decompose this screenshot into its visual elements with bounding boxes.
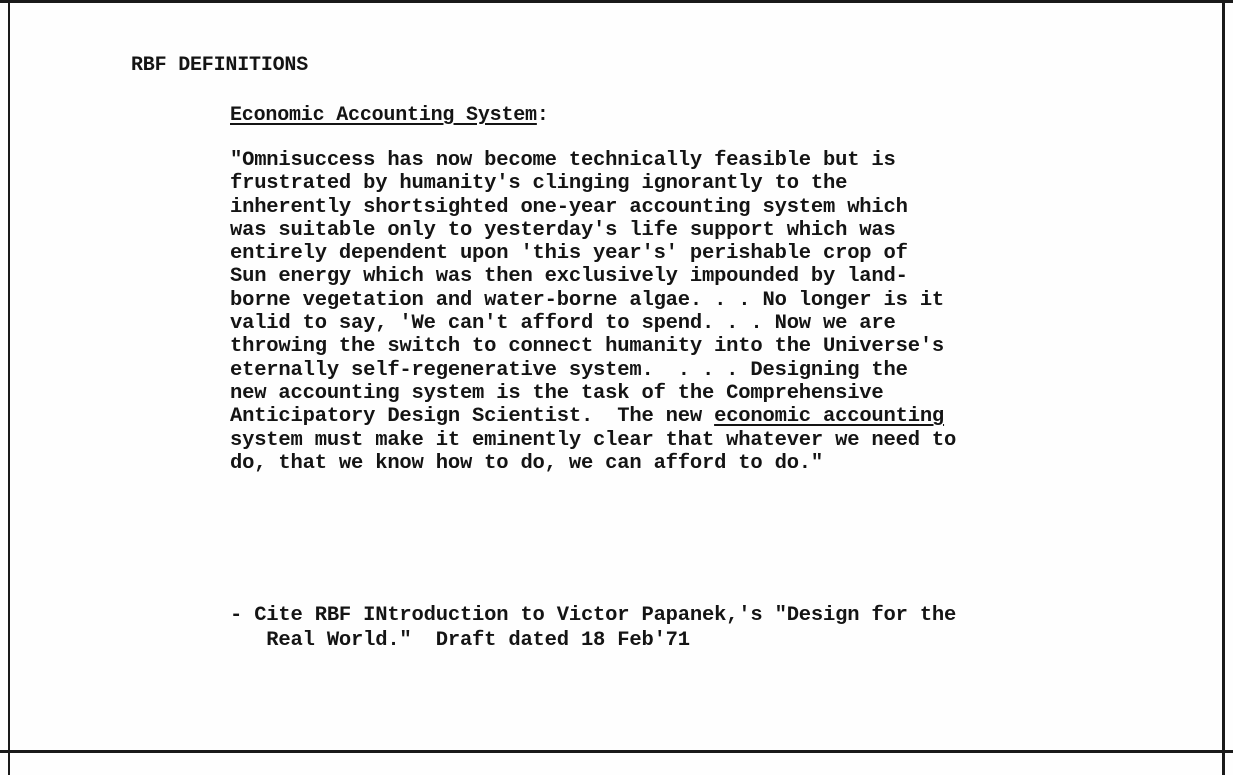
document-heading: RBF DEFINITIONS	[131, 54, 309, 77]
quote-line: new accounting system is the task of the Comprehensive	[230, 381, 884, 405]
section-title-text: Economic Accounting System	[230, 104, 537, 127]
quote-line: eternally self-regenerative system. . . . Designing the	[230, 358, 908, 382]
quote-line-underlined-phrase	[230, 405, 1110, 428]
quote-line: entirely dependent upon 'this year's' perishable crop of	[230, 242, 908, 266]
section-title	[230, 104, 549, 128]
quote-line: frustrated by humanity's clinging ignorantly to the	[230, 172, 848, 196]
citation	[230, 603, 1110, 653]
quote-line: was suitable only to yesterday's life support which was	[230, 218, 896, 242]
quote-line-prefix: Anticipatory Design Scientist. The new	[230, 405, 715, 429]
quote-line: inherently shortsighted one-year accounting system which	[230, 195, 908, 219]
quote-line: system must make it eminently clear that whatever we need to	[230, 428, 957, 452]
citation-line: - Cite RBF INtroduction to Victor Papanek,'s "Design for the	[230, 604, 957, 627]
quote-line: do, that we know how to do, we can afford to do."	[230, 451, 823, 475]
card-frame-left-line	[8, 0, 10, 775]
quote-line: "Omnisuccess has now become technically feasible but is	[230, 149, 896, 172]
economic-accounting-underlined: economic accounting	[714, 405, 945, 429]
quote-line: throwing the switch to connect humanity into the Universe's	[230, 335, 945, 359]
definition-quote	[230, 149, 1110, 475]
card-frame-top-line	[0, 0, 1233, 3]
citation-line: Real World." Draft dated 18 Feb'71	[230, 629, 690, 652]
card-frame-right-line	[1222, 0, 1225, 775]
quote-line: Sun energy which was then exclusively impounded by land-	[230, 265, 908, 289]
quote-line: valid to say, 'We can't afford to spend. . . Now we are	[230, 312, 896, 336]
section-title-colon: :	[536, 104, 549, 127]
quote-line: borne vegetation and water-borne algae. . . No longer is it	[230, 288, 945, 312]
card-frame-bottom-line	[0, 750, 1233, 753]
